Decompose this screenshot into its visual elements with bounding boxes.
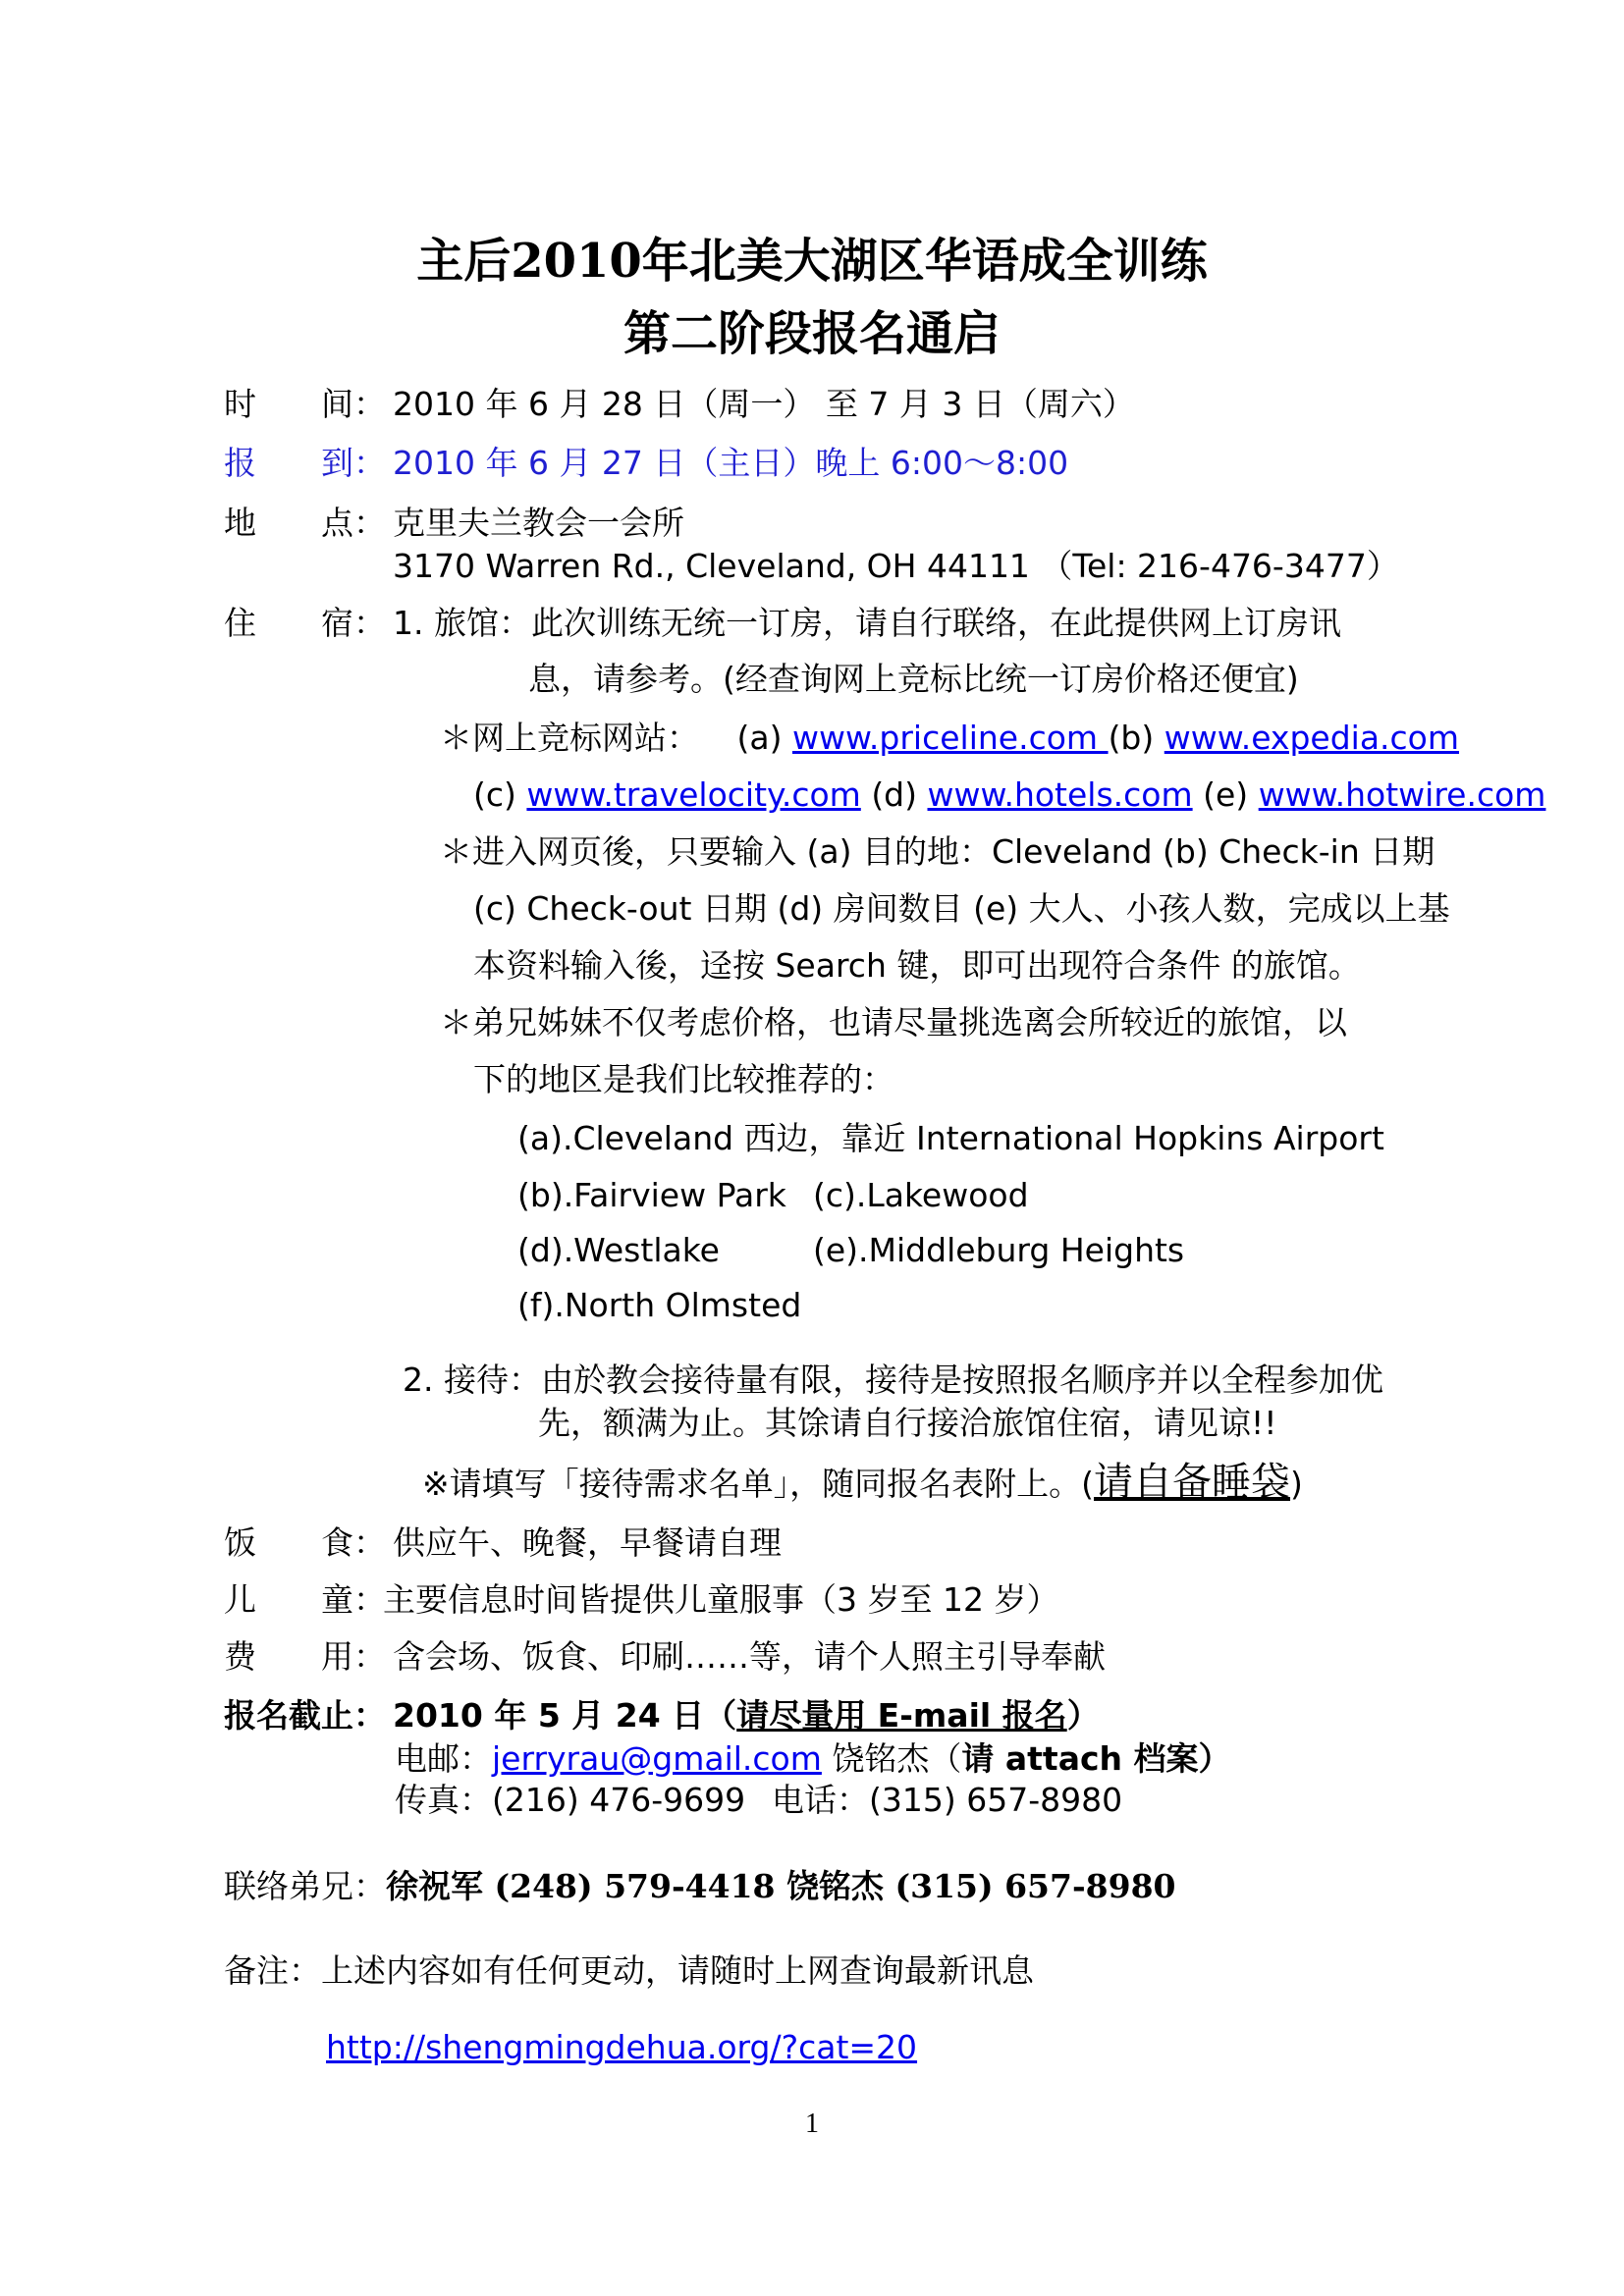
deadline-date-end: ） — [1066, 1696, 1100, 1735]
enter-line-2: (c) Check-out 日期 (d) 房间数目 (e) 大人、小孩人数，完成以上基 — [473, 889, 1450, 928]
host-note — [422, 1460, 1303, 1505]
area-f: (f).North Olmsted — [517, 1286, 802, 1324]
email-line — [395, 1739, 1231, 1779]
contact-value: 徐祝军 (248) 579-4418 饶铭杰 (315) 657-8980 — [386, 1867, 1176, 1905]
host-line-1: 2. 接待：由於教会接待量有限，接待是按照报名顺序并以全程参加优 — [403, 1361, 1383, 1399]
note-value: 上述内容如有任何更动，请随时上网查询最新讯息 — [321, 1951, 1034, 1990]
deadline-date — [393, 1696, 1100, 1735]
checkin-value: 2010 年 6 月 27 日（主日）晚上 6:00～8:00 — [393, 444, 1069, 482]
note-label: 备注： — [224, 1951, 321, 1990]
area-a: (a).Cleveland 西边，靠近 International Hopkins Airport — [517, 1119, 1384, 1157]
page-title: 主后2010年北美大湖区华语成全训练 — [416, 234, 1208, 289]
lodging-label: 住 宿： — [224, 604, 386, 642]
hotel-line-1: 1. 旅馆：此次训练无统一订房，请自行联络，在此提供网上订房讯 — [393, 604, 1341, 642]
enter-line-3: 本资料输入後，迳按 Search 键，即可出现符合条件 的旅馆。 — [473, 946, 1361, 985]
site-c-marker: (c) — [473, 775, 516, 814]
recommend-line-1: ＊弟兄姊妹不仅考虑价格，也请尽量挑选离会所较近的旅馆，以 — [440, 1003, 1347, 1041]
hotel-line-2: 息，请参考。(经查询网上竞标比统一订房价格还便宜) — [528, 660, 1299, 698]
fees-value: 含会场、饭食、印刷……等，请个人照主引导奉献 — [393, 1637, 1106, 1676]
area-c: (c).Lakewood — [813, 1176, 1029, 1214]
time-label: 时 间： — [224, 385, 386, 423]
email-link[interactable]: jerryrau@gmail.com — [492, 1739, 822, 1778]
attach-note: 请 attach 档案 — [961, 1739, 1199, 1778]
meals-label: 饭 食： — [224, 1523, 386, 1562]
contact-label: 联络弟兄： — [224, 1867, 386, 1905]
sleeping-bag-note: 请自备睡袋 — [1094, 1460, 1291, 1505]
site-a-marker: (a) — [736, 719, 783, 757]
enter-line-1: ＊进入网页後，只要输入 (a) 目的地：Cleveland (b) Check-in 日期 — [440, 832, 1435, 871]
phone-number: 电话：(315) 657-8980 — [772, 1781, 1123, 1819]
deadline-label: 报名截止： — [224, 1696, 386, 1735]
place-name: 克里夫兰教会一会所 — [393, 504, 684, 542]
host-note-text: ※请填写「接待需求名单」，随同报名表附上。( — [422, 1465, 1095, 1503]
meals-value: 供应午、晚餐，早餐请自理 — [393, 1523, 782, 1562]
page-subtitle: 第二阶段报名通启 — [623, 306, 1001, 361]
recommend-line-2: 下的地区是我们比较推荐的： — [473, 1060, 894, 1098]
place-address: 3170 Warren Rd., Cleveland, OH 44111 （Tel: 216-476-3477） — [393, 547, 1399, 585]
travelocity-link[interactable]: www.travelocity.com — [526, 775, 861, 814]
page-number: 1 — [805, 2109, 819, 2139]
hotels-link[interactable]: www.hotels.com — [927, 775, 1193, 814]
children-label: 儿 童： — [224, 1580, 386, 1619]
area-d: (d).Westlake — [517, 1231, 720, 1269]
area-e: (e).Middleburg Heights — [813, 1231, 1185, 1269]
time-value: 2010 年 6 月 28 日（周一） 至 7 月 3 日（周六） — [393, 385, 1135, 423]
bidding-sites-line-2 — [473, 775, 1545, 815]
area-b: (b).Fairview Park — [517, 1176, 786, 1214]
site-b-marker: (b) — [1108, 719, 1155, 757]
children-value: 主要信息时间皆提供儿童服事（3 岁至 12 岁） — [383, 1580, 1059, 1619]
email-name: 饶铭杰（ — [821, 1739, 962, 1778]
hotwire-link[interactable]: www.hotwire.com — [1258, 775, 1546, 814]
bidding-sites-line — [440, 719, 1459, 758]
deadline-date-text: 2010 年 5 月 24 日（ — [393, 1696, 737, 1735]
fees-label: 费 用： — [224, 1637, 386, 1676]
note-line — [224, 1951, 1034, 1991]
contact-line — [224, 1867, 1176, 1906]
bidding-sites-prefix: ＊网上竞标网站： — [440, 719, 699, 757]
site-d-marker: (d) — [871, 775, 918, 814]
info-url-link[interactable]: http://shengmingdehua.org/?cat=20 — [326, 2028, 918, 2066]
email-label: 电邮： — [395, 1739, 492, 1778]
expedia-link[interactable]: www.expedia.com — [1164, 719, 1460, 757]
site-e-marker: (e) — [1203, 775, 1249, 814]
place-label: 地 点： — [224, 504, 386, 542]
priceline-link[interactable]: www.priceline.com — [791, 719, 1109, 757]
fax-number: 传真：(216) 476-9699 — [395, 1781, 746, 1819]
email-preferred-note: 请尽量用 E-mail 报名 — [736, 1696, 1067, 1735]
checkin-label: 报 到： — [224, 444, 386, 482]
attach-note-end: ） — [1198, 1739, 1231, 1778]
host-line-2: 先，额满为止。其馀请自行接洽旅馆住宿，请见谅!! — [538, 1404, 1277, 1442]
host-note-end: ) — [1290, 1465, 1303, 1503]
